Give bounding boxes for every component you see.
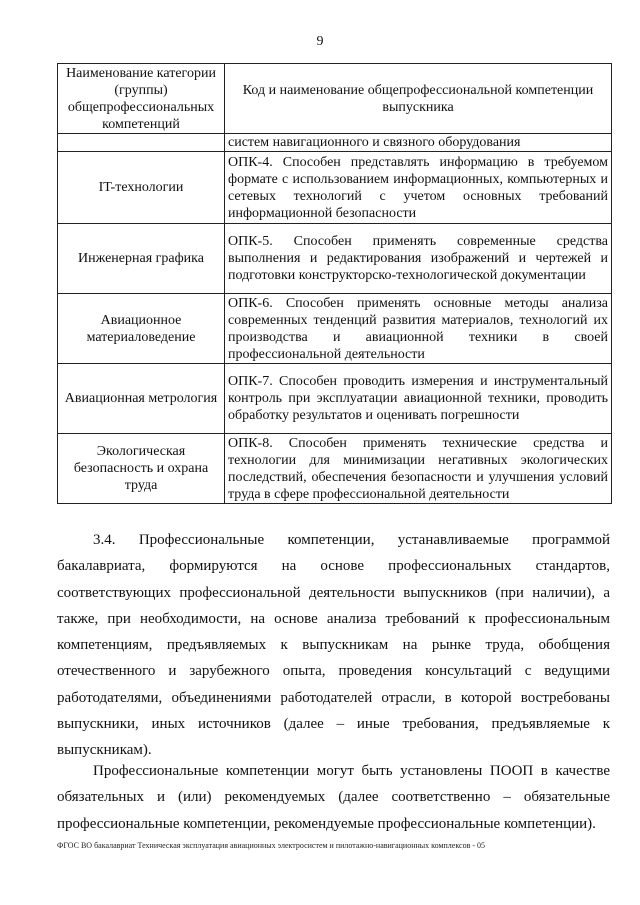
row-competence: ОПК-5. Способен применять современные средства выполнения и редактирования изображений и чертежей и подготовки конструкторско-технологической документации <box>225 224 612 294</box>
row-competence: ОПК-8. Способен применять технические средства и технологии для минимизации негативных экологических последствий, обеспечения безопасности и улучшения условий труда в сфере профессиональной деятельности <box>225 434 612 504</box>
header-competence: Код и наименование общепрофессиональной компетенции выпускника <box>225 64 612 134</box>
table-row <box>58 434 612 504</box>
table-row <box>58 294 612 364</box>
row-competence: ОПК-4. Способен представлять информацию в требуемом формате с использованием информационных, компьютерных и сетевых технологий с учетом основных требований информационной безопасности <box>225 152 612 224</box>
row-competence: ОПК-7. Способен проводить измерения и инструментальный контроль при эксплуатации авиационной техники, проводить обработку результатов и оценивать погрешности <box>225 364 612 434</box>
row-category: IT-технологии <box>58 152 225 224</box>
page-number: 9 <box>316 34 324 49</box>
table-row <box>58 364 612 434</box>
competence-table <box>57 63 612 504</box>
header-category: Наименование категории (группы) общепрофессиональных компетенций <box>58 64 225 134</box>
table-row <box>58 224 612 294</box>
row-category: Авиационное материаловедение <box>58 294 225 364</box>
table-header-row <box>58 64 612 134</box>
paragraph-professional-competences: 3.4. Профессиональные компетенции, устанавливаемые программой бакалавриата, формируются на основе профессиональных стандартов, соответствующих профессиональной деятельности выпускников (при наличии), а также, при необходимости, на основе анализа требований к профессиональным компетенциям, предъявляемых к выпускникам на рынке труда, обобщения отечественного и зарубежного опыта, проведения консультаций с ведущими работодателями, объединениями работодателей отрасли, в которой востребованы выпускники, иных источников (далее – иные требования, предъявляемые к выпускникам). <box>57 532 610 759</box>
table-row <box>58 152 612 224</box>
row-category: Инженерная графика <box>58 224 225 294</box>
row-category: Авиационная метрология <box>58 364 225 434</box>
paragraph-poop-competences: Профессиональные компетенции могут быть установлены ПООП в качестве обязательных и (или) рекомендуемых (далее соответственно – обязательные профессиональные компетенции, рекомендуемые профессиональные компетенции). <box>57 763 610 832</box>
row-competence: ОПК-6. Способен применять основные методы анализа современных тенденций развития материалов, технологий их производства и авиационной техники в своей профессиональной деятельности <box>225 294 612 364</box>
row-category: Экологическая безопасность и охрана труда <box>58 434 225 504</box>
page-footer: ФГОС ВО бакалавриат Техническая эксплуатация авиационных электросистем и пилотажно-навигационных комплексов - 05 <box>57 841 486 850</box>
row-category <box>58 134 225 152</box>
table-row <box>58 134 612 152</box>
row-competence: систем навигационного и связного оборудования <box>225 134 612 152</box>
